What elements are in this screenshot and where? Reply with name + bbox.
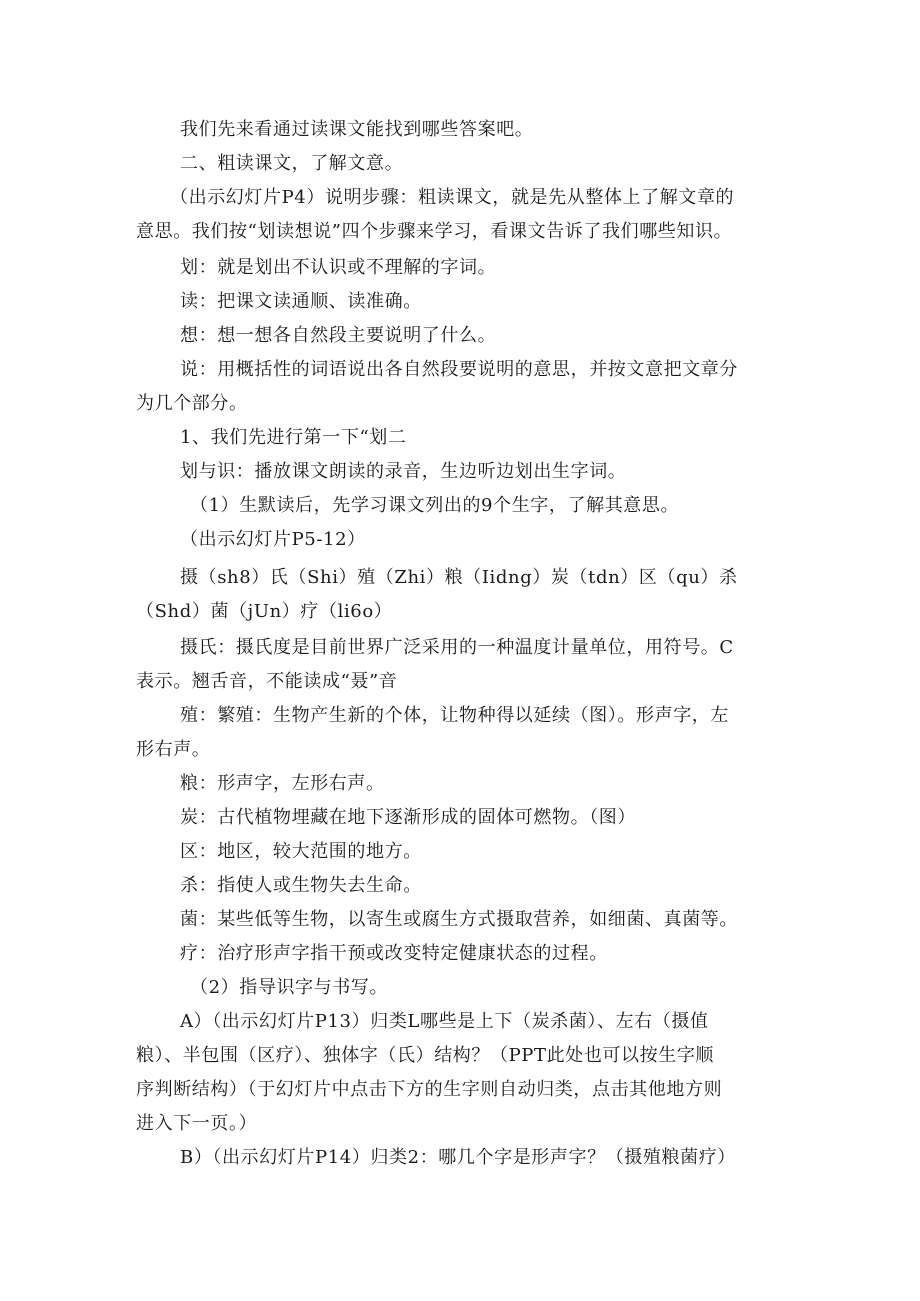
- paragraph-line: B）（出示幻灯片P14）归类2：哪几个字是形声字？（摄殖粮菌疗）: [180, 1147, 736, 1168]
- paragraph-line: 粮）、半包围（区疗）、独体字（氏）结构？（PPT此处也可以按生字顺: [136, 1045, 715, 1066]
- paragraph-line: 摄氏：摄氏度是目前世界广泛采用的一种温度计量单位，用符号。C: [180, 637, 734, 658]
- paragraph-line: 炭：古代植物埋藏在地下逐渐形成的固体可燃物。（图）: [180, 807, 636, 828]
- paragraph-line: 疗：治疗形声字指干预或改变特定健康状态的过程。: [180, 943, 608, 964]
- paragraph-line: （出示幻灯片P5-12）: [180, 529, 366, 550]
- paragraph-line: 意思。我们按“划读想说”四个步骤来学习，看课文告诉了我们哪些知识。: [136, 221, 733, 242]
- paragraph-line: 划：就是划出不认识或不理解的字词。: [180, 257, 497, 278]
- paragraph-line: A）（出示幻灯片P13）归类L哪些是上下（炭杀菌）、左右（摄值: [180, 1011, 709, 1032]
- paragraph-line: 表示。翘舌音，不能读成“聂”音: [136, 671, 398, 692]
- paragraph-line: 菌：某些低等生物，以寄生或腐生方式摄取营养，如细菌、真菌等。: [180, 909, 738, 930]
- section-heading: 二、粗读课文，了解文意。: [180, 153, 404, 174]
- paragraph-line: 杀：指使人或生物失去生命。: [180, 875, 422, 896]
- paragraph-line: 想：想一想各自然段主要说明了什么。: [180, 325, 497, 346]
- paragraph-line: （出示幻灯片P4）说明步骤：粗读课文，就是先从整体上了解文章的: [170, 187, 735, 208]
- paragraph-line: 我们先来看通过读课文能找到哪些答案吧。: [180, 119, 534, 140]
- paragraph-line: 说：用概括性的词语说出各自然段要说明的意思，并按文意把文章分: [180, 359, 738, 380]
- paragraph-line: 形右声。: [136, 739, 211, 760]
- paragraph-line: 1、我们先进行第一下“划二: [180, 427, 407, 448]
- paragraph-line: 区：地区，较大范围的地方。: [180, 841, 422, 862]
- paragraph-line: 粮：形声字，左形右声。: [180, 773, 385, 794]
- paragraph-line: 殖：繁殖：生物产生新的个体，让物种得以延续（图）。形声字，左: [180, 705, 729, 726]
- paragraph-line: 进入下一页。）: [136, 1113, 258, 1134]
- paragraph-line: 摄（sh8）氏（Shi）殖（Zhi）粮（Iidng）炭（tdn）区（qu）杀: [180, 567, 738, 588]
- paragraph-line: 划与识：播放课文朗读的录音，生边听边划出生字词。: [180, 461, 627, 482]
- paragraph-line: 序判断结构）（于幻灯片中点击下方的生字则自动归类，点击其他地方则: [136, 1079, 723, 1100]
- paragraph-line: 读：把课文读通顺、读准确。: [180, 291, 422, 312]
- paragraph-line: （Shd）菌（jUn）疗（li6o）: [136, 601, 393, 622]
- paragraph-line: （1）生默读后，先学习课文列出的9个生字，了解其意思。: [190, 495, 680, 516]
- paragraph-line: （2）指导识字与书写。: [190, 977, 389, 998]
- paragraph-line: 为几个部分。: [136, 393, 248, 414]
